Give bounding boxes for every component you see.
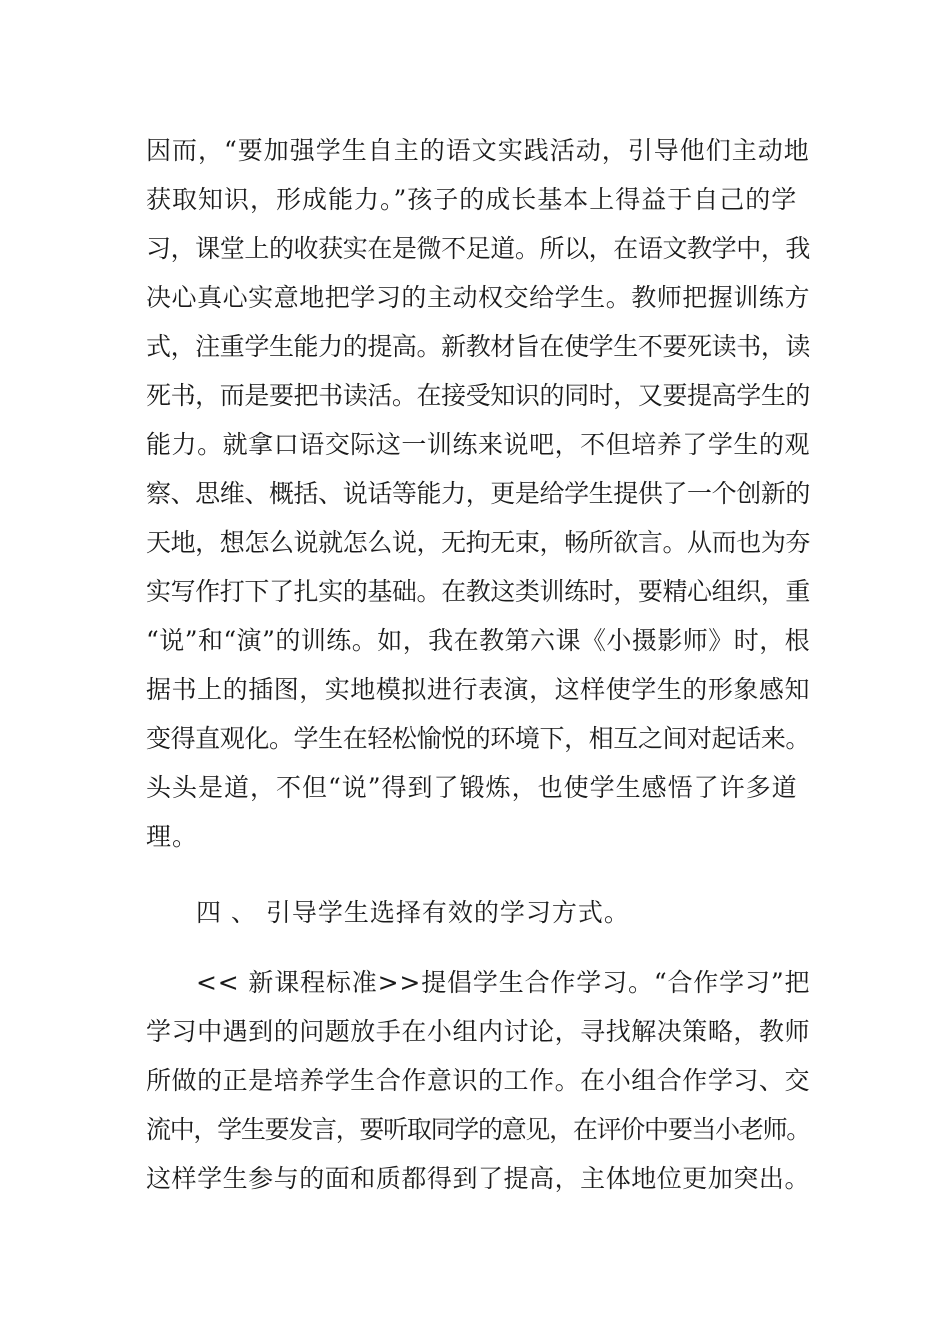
text-line: 因而，“要加强学生自主的语文实践活动，引导他们主动地 xyxy=(146,136,810,165)
text-line: 能力。就拿口语交际这一训练来说吧，不但培养了学生的观 xyxy=(146,430,811,459)
text-line: 死书，而是要把书读活。在接受知识的同时，又要提高学生的 xyxy=(146,381,811,410)
text-line: 实写作打下了扎实的基础。在教这类训练时，要精心组织，重 xyxy=(146,577,811,606)
text-line: 习，课堂上的收获实在是微不足道。所以，在语文教学中，我 xyxy=(146,234,811,263)
text-line: 式，注重学生能力的提高。新教材旨在使学生不要死读书，读 xyxy=(146,332,811,361)
section-heading: 四 、 引导学生选择有效的学习方式。 xyxy=(196,898,630,927)
text-line: 获取知识，形成能力。”孩子的成长基本上得益于自己的学 xyxy=(146,185,798,214)
text-line: 流中，学生要发言，要听取同学的意见，在评价中要当小老师。 xyxy=(146,1115,811,1144)
text-line: 理。 xyxy=(146,822,199,851)
text-line: 决心真心实意地把学习的主动权交给学生。教师把握训练方 xyxy=(146,283,811,312)
text-line: 变得直观化。学生在轻松愉悦的环境下，相互之间对起话来。 xyxy=(146,724,811,753)
text-line: 据书上的插图，实地模拟进行表演，这样使学生的形象感知 xyxy=(146,675,811,704)
text-line: 所做的正是培养学生合作意识的工作。在小组合作学习、交 xyxy=(146,1066,811,1095)
text-line: 头头是道，不但“说”得到了锻炼，也使学生感悟了许多道 xyxy=(146,773,798,802)
text-line: 这样学生参与的面和质都得到了提高，主体地位更加突出。 xyxy=(146,1164,811,1193)
text-line: 察、思维、概括、说话等能力，更是给学生提供了一个创新的 xyxy=(146,479,811,508)
text-line: “说”和“演”的训练。如，我在教第六课《小摄影师》时，根 xyxy=(146,626,811,655)
text-line: << 新课程标准>>提倡学生合作学习。“合作学习”把 xyxy=(196,968,811,997)
text-line: 学习中遇到的问题放手在小组内讨论，寻找解决策略，教师 xyxy=(146,1017,811,1046)
text-line: 天地，想怎么说就怎么说，无拘无束，畅所欲言。从而也为夯 xyxy=(146,528,811,557)
